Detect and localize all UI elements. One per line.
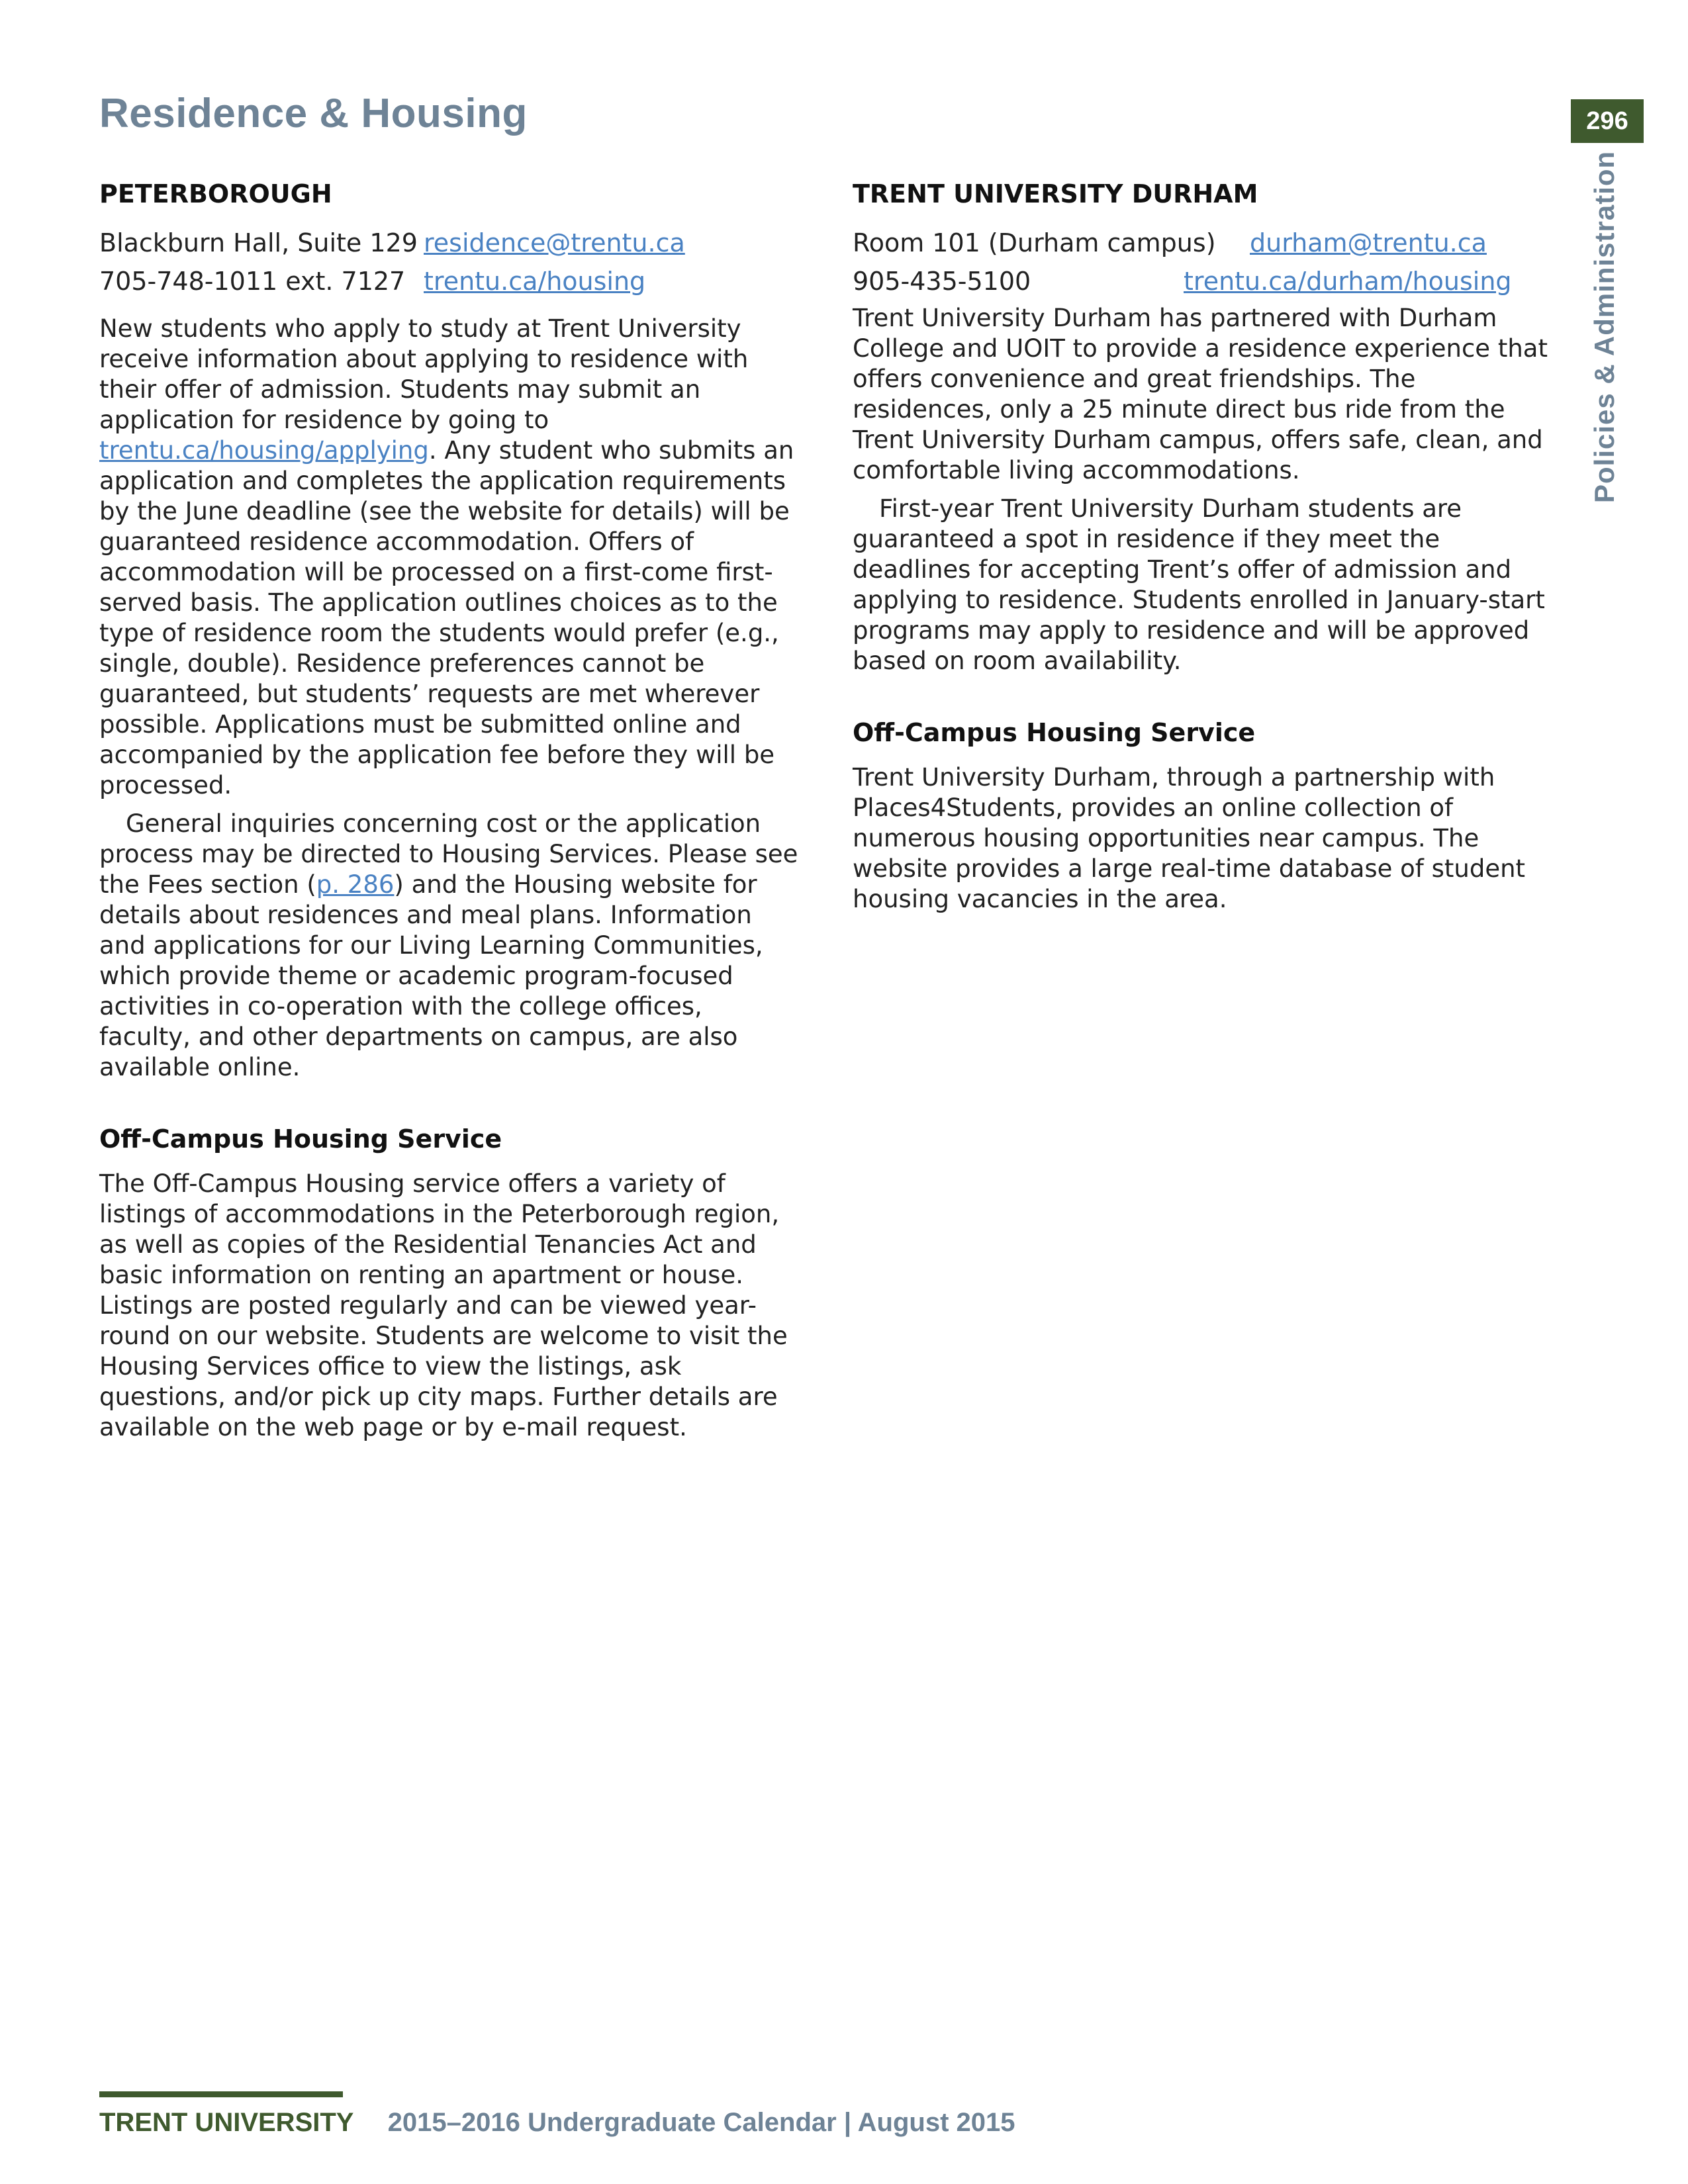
peterborough-contact-row-1: [99, 224, 801, 262]
durham-offcampus-heading: Off-Campus Housing Service: [853, 718, 1256, 747]
peterborough-contact-row-2: [99, 262, 801, 300]
durham-phone: 905-435-5100: [853, 267, 1031, 296]
peterborough-location: Blackburn Hall, Suite 129: [99, 228, 418, 257]
fees-page-link[interactable]: p. 286: [316, 870, 395, 899]
peterborough-phone: 705-748-1011 ext. 7127: [99, 267, 406, 296]
section-side-label: Policies & Administration: [1589, 150, 1620, 503]
housing-applying-link[interactable]: trentu.ca/housing/applying: [99, 436, 429, 465]
durham-paragraph-2: First-year Trent University Durham students are guaranteed a spot in residence if they meet the deadlines for accepting Trent’s offer of admission and applying to residence. Students enrolled in January-start programs may apply to residence and will be approved based on room availability.: [853, 494, 1545, 675]
durham-offcampus-text: Trent University Durham, through a partnership with Places4Students, provides an online collection of numerous housing opportunities near campus. The website provides a large real-time database of student housing vacancies in the area.: [853, 763, 1526, 913]
footer-organization: TRENT UNIVERSITY: [99, 2108, 354, 2137]
durham-heading: TRENT UNIVERSITY DURHAM: [853, 179, 1258, 208]
durham-email-link[interactable]: durham@trentu.ca: [1250, 228, 1487, 257]
footer: [99, 2108, 1015, 2138]
paragraph-text: General inquiries concerning cost or the application process may be directed to Housing Services. Please see the Fees section (: [99, 809, 798, 899]
peterborough-paragraph-2: [99, 809, 801, 1083]
peterborough-website-link[interactable]: trentu.ca/housing: [424, 267, 646, 296]
paragraph-text: New students who apply to study at Trent University receive information about applying to residence with their offer of admission. Students may submit an application for residence by going to: [99, 314, 749, 434]
durham-location: Room 101 (Durham campus): [853, 228, 1216, 257]
peterborough-offcampus-text: The Off-Campus Housing service offers a variety of listings of accommodations in the Peterborough region, as well as copies of the Residential Tenancies Act and basic information on renting an apartment or house. Listings are posted regularly and can be viewed year-round on our website. Students are welcome to visit the Housing Services office to view the listings, ask questions, and/or pick up city maps. Further details are available on the web page or by e-mail request.: [99, 1169, 788, 1441]
peterborough-heading: PETERBOROUGH: [99, 179, 332, 208]
durham-paragraph-1: Trent University Durham has partnered with Durham College and UOIT to provide a residence experience that offers convenience and great friendships. The residences, only a 25 minute direct bus ride from the Trent University Durham campus, offers safe, clean, and comfortable living accommodations.: [853, 304, 1548, 484]
durham-contact-row-2: [853, 262, 1554, 300]
durham-website-link[interactable]: trentu.ca/durham/housing: [1184, 267, 1512, 296]
peterborough-offcampus-heading: Off-Campus Housing Service: [99, 1124, 502, 1154]
footer-calendar-info: 2015–2016 Undergraduate Calendar | August 2015: [387, 2108, 1015, 2137]
page-title: Residence & Housing: [99, 91, 528, 136]
peterborough-column: [99, 179, 801, 1443]
durham-contact-row-1: [853, 224, 1554, 262]
footer-rule: [99, 2091, 343, 2097]
paragraph-text: ) and the Housing website for details about residences and meal plans. Information and applications for our Living Learning Communities, which provide theme or academic program-focused activities in co-operation with the college offices, faculty, and other departments on campus, are also available online.: [99, 870, 763, 1081]
durham-column: [853, 179, 1554, 915]
peterborough-paragraph-1: [99, 314, 801, 801]
page-number-badge: 296: [1571, 99, 1644, 143]
peterborough-email-link[interactable]: residence@trentu.ca: [424, 228, 685, 257]
paragraph-text: . Any student who submits an application and completes the application requirements by the June deadline (see the website for details) will be guaranteed residence accommodation. Offers of accommodation will be processed on a first-come first-served basis. The application outlines choices as to the type of residence room the students would prefer (e.g., single, double). Residence preferences cannot be guaranteed, but students’ requests are met wherever possible. Applications must be submitted online and accompanied by the application fee before they will be processed.: [99, 436, 794, 799]
